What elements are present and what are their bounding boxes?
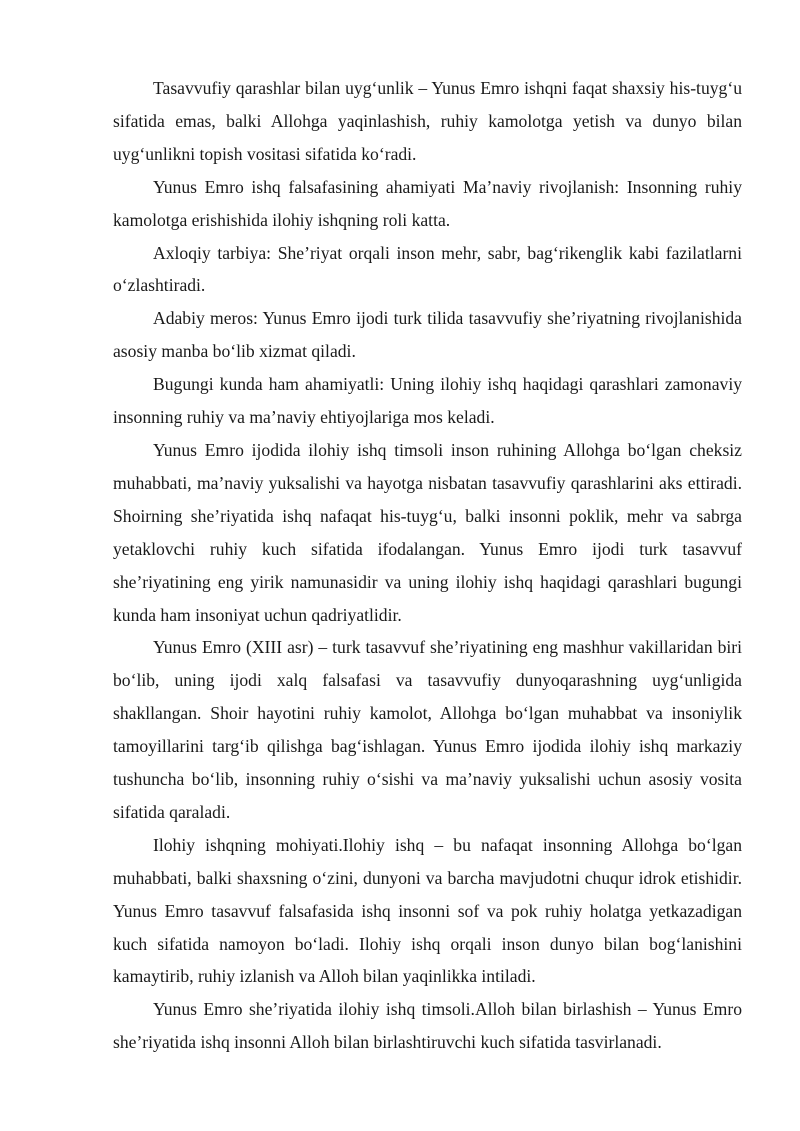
- paragraph-harmony: Tasavvufiy qarashlar bilan uyg‘unlik – Yunus Emro ishqni faqat shaxsiy his-tuyg‘u sifatida emas, balki Allohga yaqinlashish, ruhiy kamolotga yetish va dunyo bilan uyg‘unlikni topish vositasi sifatida ko‘radi.: [113, 78, 742, 164]
- paragraph-union-with-god: Yunus Emro she’riyatida ilohiy ishq timsoli.Alloh bilan birlashish – Yunus Emro she’riyatida ishq insonni Alloh bilan birlashtiruvchi kuch sifatida tasvirlanadi.: [113, 999, 742, 1053]
- paragraph-literary-heritage: Adabiy meros: Yunus Emro ijodi turk tilida tasavvufiy she’riyatning rivojlanishida asosiy manba bo‘lib xizmat qiladi.: [113, 308, 742, 362]
- paragraph-significance: Yunus Emro ishq falsafasining ahamiyati Ma’naviy rivojlanish: Insonning ruhiy kamolotga erishishida ilohiy ishqning roli katta.: [113, 176, 742, 230]
- paragraph-moral-education: Axloqiy tarbiya: She’riyat orqali inson mehr, sabr, bag‘rikenglik kabi fazilatlarni o‘zlashtiradi.: [113, 242, 742, 296]
- paragraph-relevance-today: Bugungi kunda ham ahamiyatli: Uning ilohiy ishq haqidagi qarashlari zamonaviy insonning ruhiy va ma’naviy ehtiyojlariga mos keladi.: [113, 374, 742, 428]
- paragraph-divine-love-symbol: Yunus Emro ijodida ilohiy ishq timsoli inson ruhining Allohga bo‘lgan cheksiz muhabbati, ma’naviy yuksalishi va hayotga nisbatan tasavvufiy qarashlarini aks ettiradi. Shoirning she’riyatida ishq nafaqat his-tuyg‘u, balki insonni poklik, mehr va sabrga yetaklovchi ruhiy kuch sifatida ifodalangan. Yunus Emro ijodi turk tasavvuf she’riyatining eng yirik namunasidir va uning ilohiy ishq haqidagi qarashlari bugungi kunda ham insoniyat uchun qadriyatlidir.: [113, 439, 742, 625]
- document-body: [113, 72, 742, 1059]
- paragraph-essence-of-divine-love: Ilohiy ishqning mohiyati.Ilohiy ishq – bu nafaqat insonning Allohga bo‘lgan muhabbati, balki shaxsning o‘zini, dunyoni va barcha mavjudotni chuqur idrok etishidir. Yunus Emro tasavvuf falsafasida ishq insonni sof va pok ruhiy holatga yetkazadigan kuch sifatida namoyon bo‘ladi. Ilohiy ishq orqali inson dunyo bilan bog‘lanishini kamaytirib, ruhiy izlanish va Alloh bilan yaqinlikka intiladi.: [113, 834, 742, 987]
- paragraph-biography: Yunus Emro (XIII asr) – turk tasavvuf she’riyatining eng mashhur vakillaridan biri bo‘lib, uning ijodi xalq falsafasi va tasavvufiy dunyoqarashning uyg‘unligida shakllangan. Shoir hayotini ruhiy kamolot, Allohga bo‘lgan muhabbat va insoniylik tamoyillarini targ‘ib qilishga bag‘ishlagan. Yunus Emro ijodida ilohiy ishq markaziy tushuncha bo‘lib, insonning ruhiy o‘sishi va ma’naviy yuksalishi uchun asosiy vosita sifatida qaraladi.: [113, 637, 742, 822]
